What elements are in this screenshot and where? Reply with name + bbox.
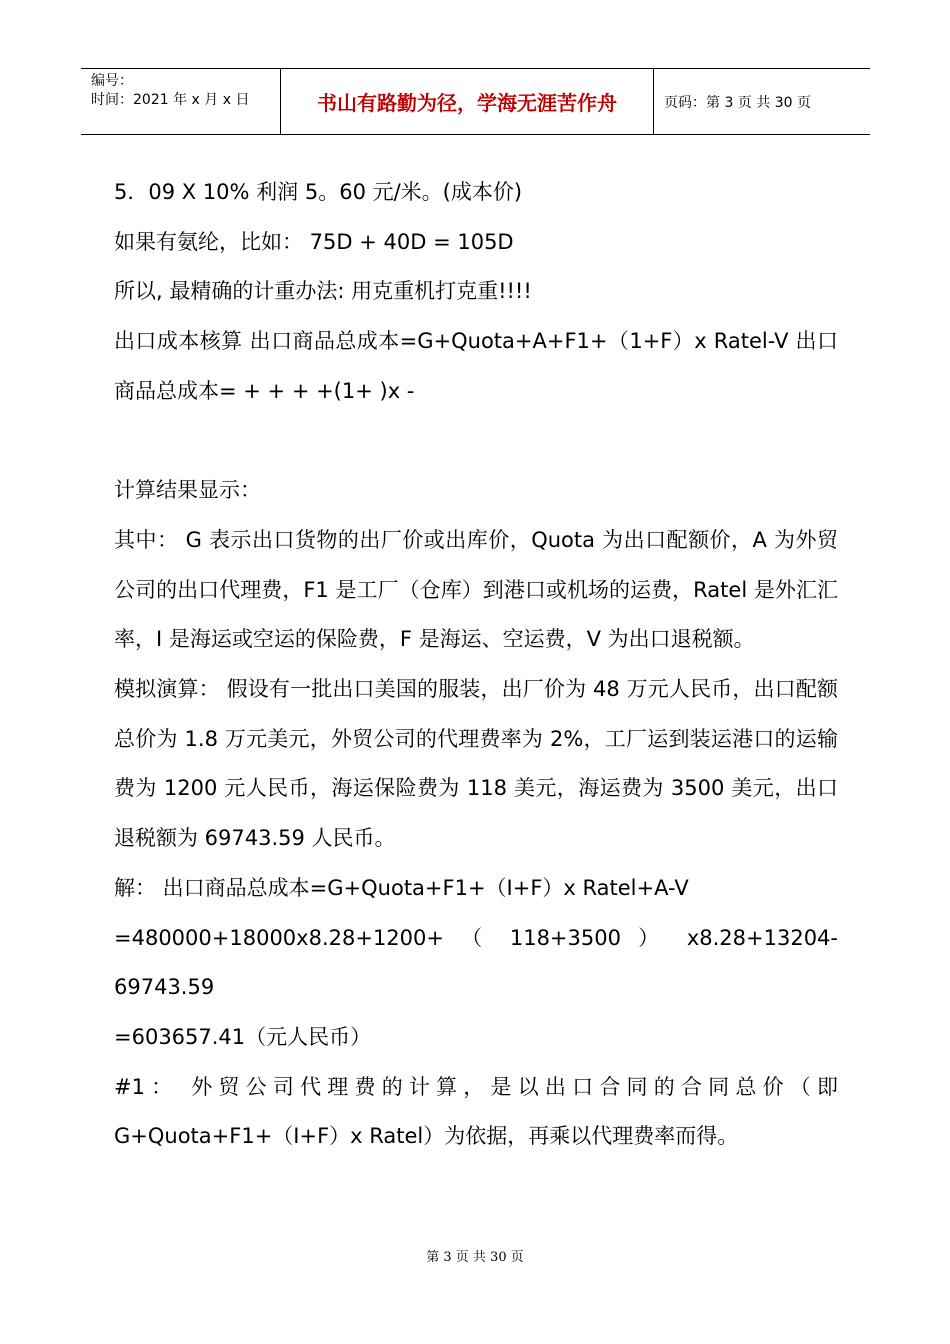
body-paragraph: 其中： G 表示出口货物的出厂价或出库价，Quota 为出口配额价，A 为外贸公司的出口代理费，F1 是工厂（仓库）到港口或机场的运费，Ratel 是外汇汇率，I 是海运或空运的保险费，F 是海运、空运费，V 为出口退税额。 xyxy=(114,527,838,652)
page-header xyxy=(81,68,870,135)
body-line: 计算结果显示： xyxy=(114,478,261,503)
body-line: 如果有氨纶，比如： 75D + 40D = 105D xyxy=(114,229,514,254)
header-motto: 书山有路勤为径，学海无涯苦作舟 xyxy=(281,69,654,134)
document-number-label: 编号： xyxy=(91,73,133,89)
blank-line xyxy=(114,417,838,467)
body-line: =603657.41（元人民币） xyxy=(114,1024,372,1049)
body-paragraph: =480000+18000x8.28+1200+ （ 118+3500 ） x8.28+13204-69743.59 xyxy=(114,925,838,1000)
body-paragraph: 出口成本核算 出口商品总成本=G+Quota+A+F1+（1+F）x Ratel-V 出口商品总成本= + + + +(1+ )x - xyxy=(114,329,838,403)
header-meta xyxy=(81,69,281,134)
body-line: 解： 出口商品总成本=G+Quota+F1+（I+F）x Ratel+A-V xyxy=(114,875,689,900)
body-line: 所以, 最精确的计重办法: 用克重机打克重!!!! xyxy=(114,279,532,304)
body-line: 5．09 X 10% 利润 5。60 元/米。(成本价) xyxy=(114,180,523,204)
page-footer: 第 3 页 共 30 页 xyxy=(426,1250,524,1265)
header-page-info: 页码：第 3 页 共 30 页 xyxy=(664,94,811,111)
body-paragraph: #1： 外贸公司代理费的计算，是以出口合同的合同总价（即 G+Quota+F1+（I+F）x Ratel）为依据，再乘以代理费率而得。 xyxy=(114,1074,838,1149)
document-body xyxy=(114,168,838,1162)
body-paragraph: 模拟演算： 假设有一批出口美国的服装，出厂价为 48 万元人民币，出口配额总价为 1.8 万元美元，外贸公司的代理费率为 2%，工厂运到装运港口的运输费为 1200 元人民币，海运保险费为 118 美元，海运费为 3500 美元，出口退税额为 69743.59 人民币。 xyxy=(114,677,838,851)
document-date: 时间：2021 年 x 月 x 日 xyxy=(91,92,250,108)
